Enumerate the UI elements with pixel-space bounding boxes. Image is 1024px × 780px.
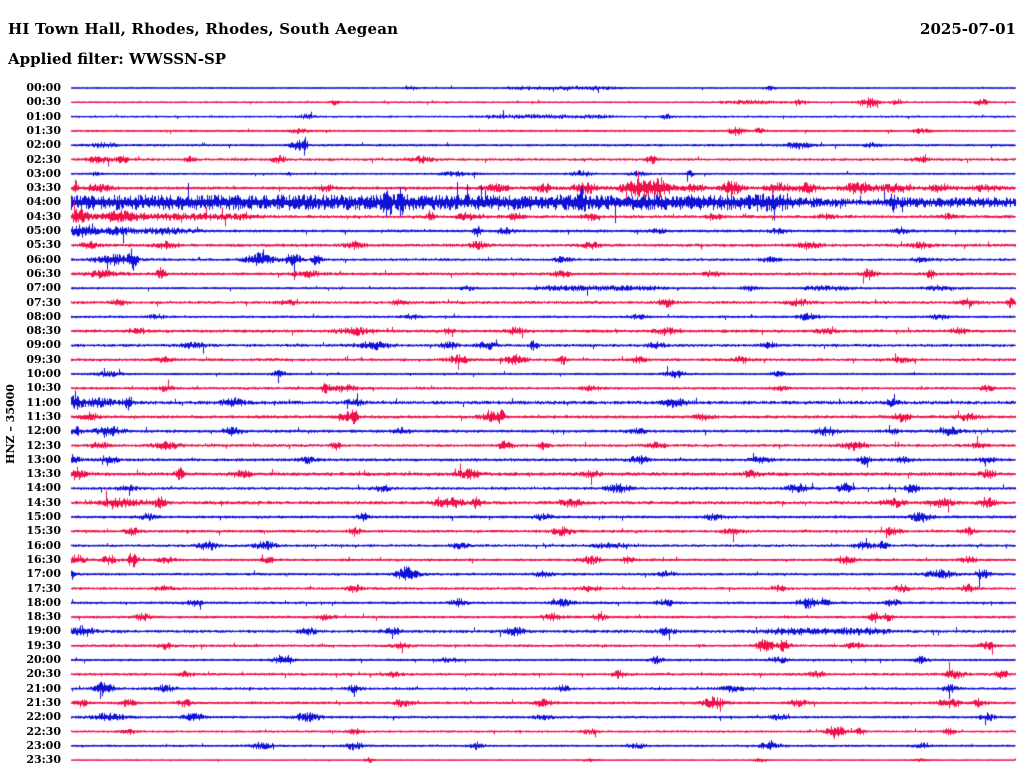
row-time-label: 23:00 bbox=[26, 738, 61, 752]
row-time-label: 21:00 bbox=[26, 681, 61, 695]
row-time-label: 23:30 bbox=[26, 753, 61, 767]
row-time-label: 07:30 bbox=[26, 295, 61, 309]
row-time-label: 02:30 bbox=[26, 152, 61, 166]
row-time-label: 15:30 bbox=[26, 524, 61, 538]
row-time-label: 08:00 bbox=[26, 309, 61, 323]
row-time-label: 21:30 bbox=[26, 695, 61, 709]
row-time-label: 07:00 bbox=[26, 281, 61, 295]
row-time-label: 22:30 bbox=[26, 724, 61, 738]
row-time-label: 02:00 bbox=[26, 138, 61, 152]
row-time-label: 11:00 bbox=[26, 395, 61, 409]
row-time-label: 19:30 bbox=[26, 638, 61, 652]
row-time-label: 03:00 bbox=[26, 166, 61, 180]
row-time-label: 18:00 bbox=[26, 595, 61, 609]
row-time-label: 13:00 bbox=[26, 452, 61, 466]
row-time-label: 09:30 bbox=[26, 352, 61, 366]
row-time-label: 14:00 bbox=[26, 481, 61, 495]
row-time-label: 15:00 bbox=[26, 510, 61, 523]
row-time-label: 19:00 bbox=[26, 624, 61, 638]
row-time-label: 00:00 bbox=[26, 81, 61, 94]
row-time-label: 00:30 bbox=[26, 95, 61, 109]
row-time-label: 04:00 bbox=[26, 195, 61, 209]
row-time-label: 13:30 bbox=[26, 467, 61, 481]
row-time-label: 01:30 bbox=[26, 123, 61, 137]
row-time-label: 22:00 bbox=[26, 710, 61, 724]
row-time-label: 08:30 bbox=[26, 324, 61, 338]
row-time-label: 20:00 bbox=[26, 653, 61, 666]
row-time-label: 17:00 bbox=[26, 567, 61, 581]
row-time-label: 01:00 bbox=[26, 109, 61, 123]
row-time-label: 03:30 bbox=[26, 181, 61, 195]
row-time-label: 12:30 bbox=[26, 438, 61, 452]
row-time-label: 06:30 bbox=[26, 266, 61, 280]
row-time-label: 20:30 bbox=[26, 667, 61, 681]
row-time-label: 17:30 bbox=[26, 581, 61, 595]
row-time-label: 09:00 bbox=[26, 338, 61, 352]
row-time-label: 10:30 bbox=[26, 381, 61, 395]
row-time-label: 10:00 bbox=[26, 367, 61, 380]
row-time-label: 04:30 bbox=[26, 209, 61, 223]
row-time-label: 16:00 bbox=[26, 538, 61, 552]
row-time-label: 12:00 bbox=[26, 424, 61, 438]
row-time-label: 06:00 bbox=[26, 252, 61, 266]
row-time-label: 05:00 bbox=[26, 224, 61, 237]
row-time-label: 11:30 bbox=[26, 409, 61, 423]
row-time-label: 18:30 bbox=[26, 610, 61, 624]
row-time-label: 16:30 bbox=[26, 552, 61, 566]
row-time-label: 05:30 bbox=[26, 238, 61, 252]
row-time-label: 14:30 bbox=[26, 495, 61, 509]
